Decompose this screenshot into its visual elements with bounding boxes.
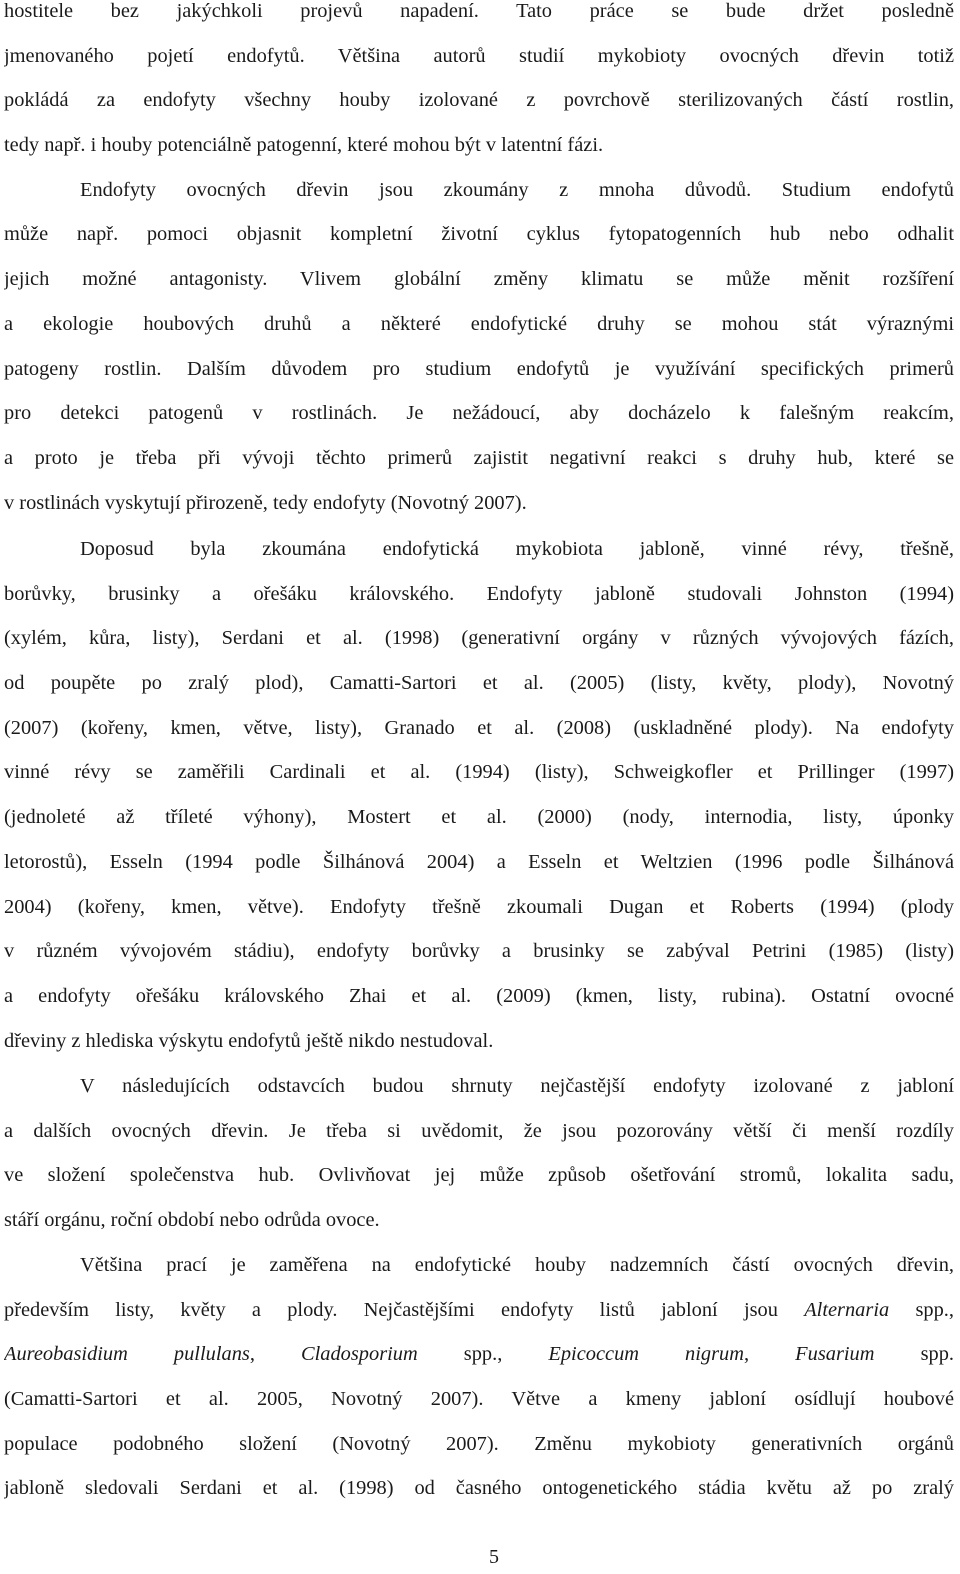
text-segment: spp., <box>915 1298 954 1321</box>
text-line: V následujících odstavcích budou shrnuty nejčastější endofyty izolované z jabloní <box>80 1075 954 1097</box>
text-line: populace podobného složení (Novotný 2007). Změnu mykobioty generativních orgánů <box>4 1432 954 1455</box>
text-line: jejich možné antagonisty. Vlivem globální změny klimatu se může měnit rozšíření <box>4 268 954 291</box>
text-segment: , <box>249 1343 255 1366</box>
paragraph-1 <box>4 0 954 525</box>
text-line: Endofyty ovocných dřevin jsou zkoumány z mnoha důvodů. Studium endofytů <box>80 178 954 201</box>
text-segment: především listy, květy a plody. Nejčastějšími endofyty listů jabloní jsou <box>4 1298 778 1321</box>
text-line: od poupěte po zralý plod), Camatti-Sartori et al. (2005) (listy, květy, plody), Novotný <box>4 672 954 695</box>
text-line: v rostlinách vyskytují přirozeně, tedy endofyty (Novotný 2007). <box>4 491 527 514</box>
taxon-name: Alternaria <box>804 1298 890 1321</box>
taxon-name: Fusarium <box>795 1343 875 1366</box>
text-line: patogeny rostlin. Dalším důvodem pro studium endofytů je využívání specifických primerů <box>4 357 954 380</box>
text-segment: , <box>743 1343 750 1366</box>
text-line: a dalších ovocných dřevin. Je třeba si uvědomit, že jsou pozorovány větší či menší rozdíly <box>4 1119 954 1142</box>
paragraph-4 <box>4 1243 954 1511</box>
text-line: vinné révy se zaměřili Cardinali et al. (1994) (listy), Schweigkofler et Prillinger (1997) <box>4 761 954 784</box>
text-line: letorostů), Esseln (1994 podle Šilhánová 2004) a Esseln et Weltzien (1996 podle Šilhánová <box>4 850 954 873</box>
text-line: a endofyty ořešáku královského Zhai et al. (2009) (kmen, listy, rubina). Ostatní ovocné <box>4 984 954 1007</box>
paragraph-2 <box>4 527 954 1063</box>
paragraph-3 <box>4 1064 954 1243</box>
text-line: (Camatti-Sartori et al. 2005, Novotný 2007). Větve a kmeny jabloní osídlují houbové <box>4 1388 954 1411</box>
text-segment: spp. <box>920 1343 954 1366</box>
text-line: může např. pomoci objasnit kompletní životní cyklus fytopatogenních hub nebo odhalit <box>4 223 954 246</box>
taxon-name: Cladosporium <box>301 1343 418 1366</box>
text-line: a ekologie houbových druhů a některé endofytické druhy se mohou stát výraznými <box>4 312 954 335</box>
text-line: Většina prací je zaměřena na endofytické houby nadzemních částí ovocných dřevin, <box>80 1254 954 1276</box>
text-line: borůvky, brusinky a ořešáku královského. Endofyty jabloně studovali Johnston (1994) <box>4 582 954 605</box>
text-line: hostitele bez jakýchkoli projevů napadení. Tato práce se bude držet posledně <box>4 0 954 22</box>
text-line: pokládá za endofyty všechny houby izolované z povrchově sterilizovaných částí rostlin, <box>4 89 954 112</box>
text-line: Doposud byla zkoumána endofytická mykobiota jabloně, vinné révy, třešně, <box>80 538 954 560</box>
text-line: 2004) (kořeny, kmen, větve). Endofyty třešně zkoumali Dugan et Roberts (1994) (plody <box>4 895 954 918</box>
taxon-name: Aureobasidium pullulans <box>4 1343 250 1366</box>
text-line: (xylém, kůra, listy), Serdani et al. (1998) (generativní orgány v různých vývojových fázích, <box>4 627 954 650</box>
text-line: (jednoleté až tříleté výhony), Mostert et al. (2000) (nody, internodia, listy, úponky <box>4 806 954 829</box>
text-segment: spp., <box>463 1343 503 1366</box>
page-number: 5 <box>489 1546 499 1568</box>
text-line: jabloně sledovali Serdani et al. (1998) od časného ontogenetického stádia květu až po zralý <box>4 1477 954 1500</box>
text-line: ve složení společenstva hub. Ovlivňovat jej může způsob ošetřování stromů, lokalita sadu, <box>4 1164 954 1187</box>
text-line: dřeviny z hlediska výskytu endofytů ještě nikdo nestudoval. <box>4 1029 494 1052</box>
text-line <box>4 1332 954 1377</box>
taxon-name: Epicoccum nigrum <box>548 1343 744 1366</box>
text-line: (2007) (kořeny, kmen, větve, listy), Granado et al. (2008) (uskladněné plody). Na endofyty <box>4 716 954 739</box>
text-line: a proto je třeba při vývoji těchto primerů zajistit negativní reakci s druhy hub, které se <box>4 446 954 469</box>
text-line: v různém vývojovém stádiu), endofyty borůvky a brusinky se zabýval Petrini (1985) (listy) <box>4 940 954 963</box>
text-line: tedy např. i houby potenciálně patogenní, které mohou být v latentní fázi. <box>4 134 604 157</box>
text-line: stáří orgánu, roční období nebo odrůda ovoce. <box>4 1209 380 1232</box>
text-line: jmenovaného pojetí endofytů. Většina autorů studií mykobioty ovocných dřevin totiž <box>4 44 954 67</box>
text-line <box>4 1288 954 1333</box>
text-line: pro detekci patogenů v rostlinách. Je nežádoucí, aby docházelo k falešným reakcím, <box>4 402 954 425</box>
